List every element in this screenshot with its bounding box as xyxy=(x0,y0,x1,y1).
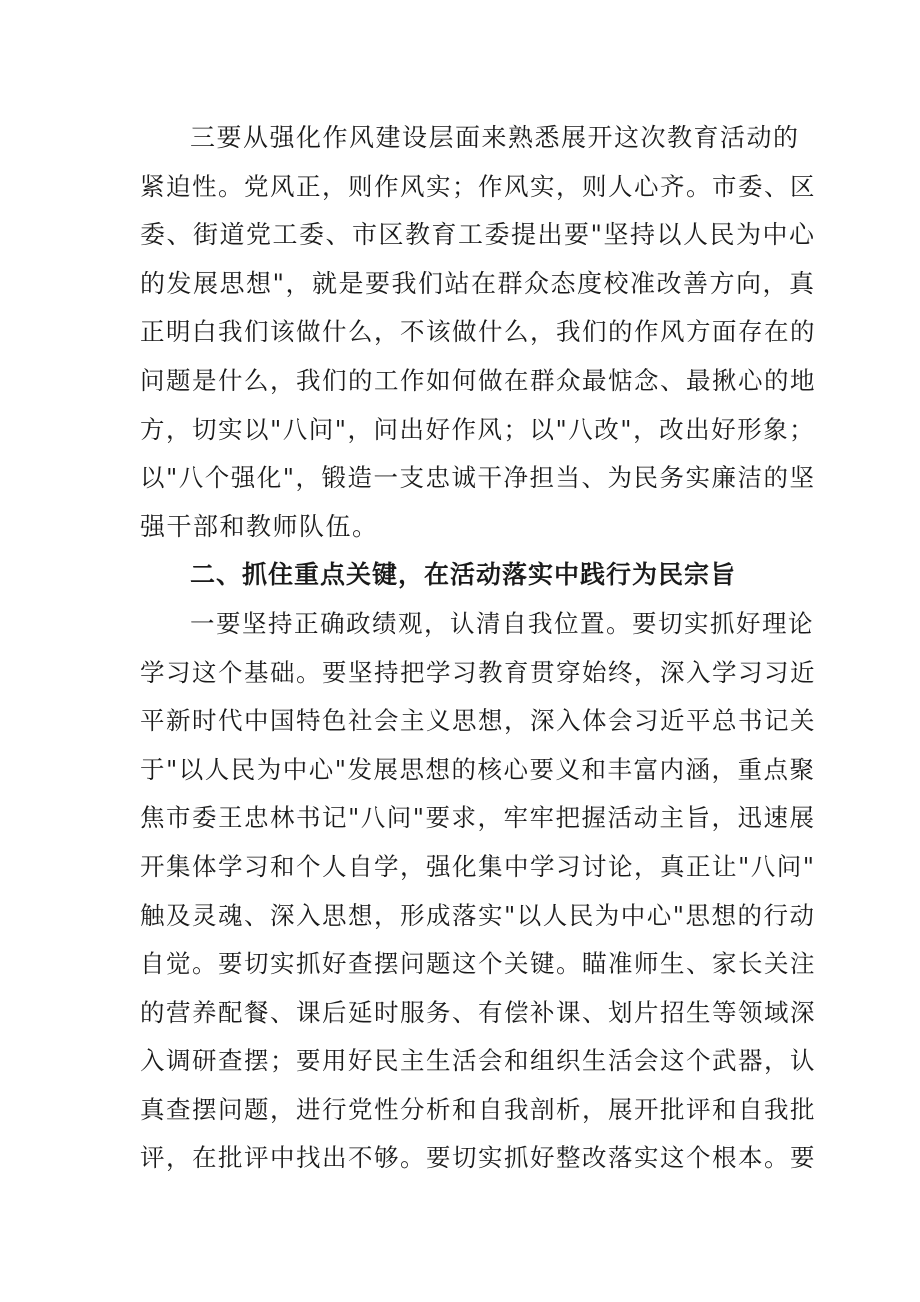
text-line: 三要从强化作风建设层面来熟悉展开这次教育活动的 xyxy=(190,123,800,152)
text-line: 学习这个基础。要坚持把学习教育贯穿始终，深入学习习近 xyxy=(140,657,816,687)
text-line: 以"八个强化"，锻造一支忠诚干净担当、为民务实廉洁的坚 xyxy=(140,463,816,493)
text-line: 紧迫性。党风正，则作风实；作风实，则人心齐。市委、区 xyxy=(140,171,816,201)
text-line: 焦市委王忠林书记"八问"要求，牢牢把握活动主旨，迅速展 xyxy=(140,803,816,833)
text-line: 委、街道党工委、市区教育工委提出要"坚持以人民为中心 xyxy=(140,220,816,250)
text-line: 开集体学习和个人自学，强化集中学习讨论，真正让"八问" xyxy=(140,851,816,881)
text-line: 真查摆问题，进行党性分析和自我剖析，展开批评和自我批 xyxy=(140,1094,816,1124)
text-line: 一要坚持正确政绩观，认清自我位置。要切实抓好理论 xyxy=(190,608,814,638)
text-line: 强干部和教师队伍。 xyxy=(140,511,379,541)
paragraph-1 xyxy=(140,114,816,551)
text-line: 触及灵魂、深入思想，形成落实"以人民为中心"思想的行动 xyxy=(140,900,816,930)
text-line: 入调研查摆；要用好民主生活会和组织生活会这个武器，认 xyxy=(140,1046,816,1076)
paragraph-2 xyxy=(140,600,816,1183)
text-line: 于"以人民为中心"发展思想的核心要义和丰富内涵，重点聚 xyxy=(140,754,816,784)
text-line: 方，切实以"八问"，问出好作风；以"八改"，改出好形象； xyxy=(140,414,816,444)
text-line: 正明白我们该做什么，不该做什么，我们的作风方面存在的 xyxy=(140,317,816,347)
text-line: 问题是什么，我们的工作如何做在群众最惦念、最揪心的地 xyxy=(140,365,816,395)
text-line: 的营养配餐、课后延时服务、有偿补课、划片招生等领域深 xyxy=(140,997,816,1027)
text-line: 自觉。要切实抓好查摆问题这个关键。瞄准师生、家长关注 xyxy=(140,949,816,979)
text-line: 的发展思想"，就是要我们站在群众态度校准改善方向，真 xyxy=(140,268,816,298)
text-line: 评，在批评中找出不够。要切实抓好整改落实这个根本。要 xyxy=(140,1143,816,1173)
document-body xyxy=(140,114,816,1183)
section-heading: 二、抓住重点关键，在活动落实中践行为民宗旨 xyxy=(190,560,737,590)
text-line: 平新时代中国特色社会主义思想，深入体会习近平总书记关 xyxy=(140,706,816,736)
